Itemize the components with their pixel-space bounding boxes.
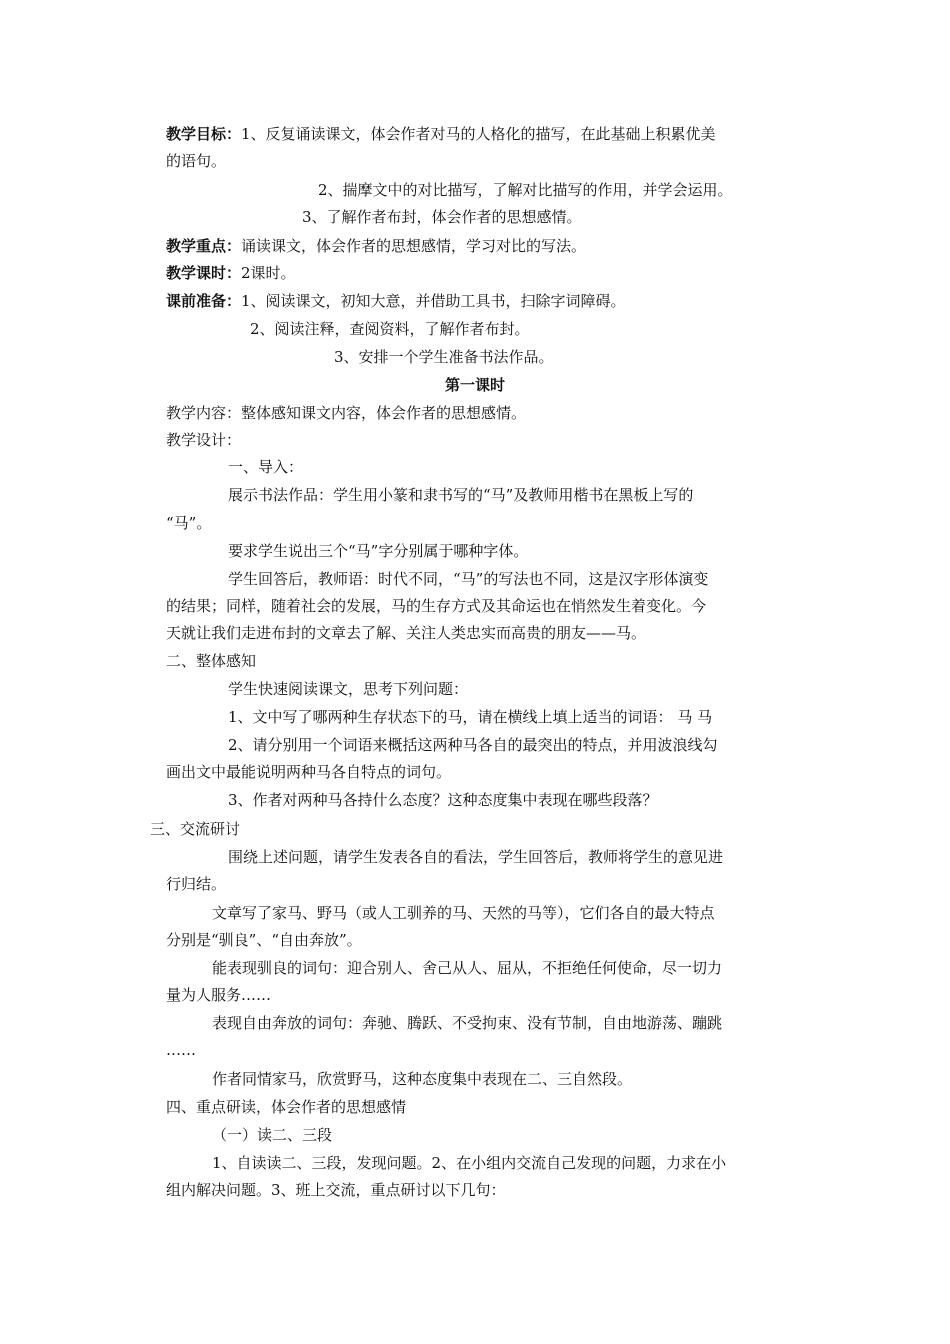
content-line: 教学内容：整体感知课文内容，体会作者的思想感情。 — [166, 404, 527, 422]
s2-paragraph-1: 学生快速阅读课文，思考下列问题： — [228, 680, 469, 698]
s1-paragraph-1a: 展示书法作品：学生用小篆和隶书写的“马”及教师用楷书在黑板上写的 — [228, 486, 694, 504]
hours-line — [166, 263, 296, 283]
s3-paragraph-1a: 围绕上述问题，请学生发表各自的看法，学生回答后，教师将学生的意见进 — [228, 848, 724, 866]
focus-line — [166, 236, 586, 256]
section-title: 第一课时 — [444, 376, 505, 394]
s3-paragraph-3a: 能表现驯良的词句：迎合别人、舍己从人、屈从，不拒绝任何使命，尽一切力 — [212, 959, 723, 977]
prep-item-2: 2、阅读注释，查阅资料，了解作者布封。 — [250, 320, 530, 338]
s3-paragraph-4a: 表现自由奔放的词句：奔驰、腾跃、不受拘束、没有节制，自由地游荡、蹦跳 — [212, 1014, 723, 1032]
s1-paragraph-3a: 学生回答后，教师语：时代不同，“马”的写法也不同，这是汉字形体演变 — [228, 570, 709, 588]
hours-text: 2课时。 — [241, 264, 296, 282]
objectives-item-3: 3、了解作者布封，体会作者的思想感情。 — [302, 208, 582, 226]
focus-text: 诵读课文，体会作者的思想感情，学习对比的写法。 — [241, 237, 587, 255]
s2-heading: 二、整体感知 — [166, 652, 257, 670]
s3-paragraph-3b: 量为人服务…… — [166, 986, 272, 1004]
s3-paragraph-4b: …… — [166, 1041, 196, 1059]
s1-paragraph-3c: 天就让我们走进布封的文章去了解、关注人类忠实而高贵的朋友——马。 — [166, 624, 647, 642]
s1-paragraph-3b: 的结果；同样，随着社会的发展，马的生存方式及其命运也在悄然发生着变化。今 — [166, 597, 707, 615]
s3-paragraph-1b: 行归结。 — [166, 875, 227, 893]
design-label: 教学设计： — [166, 431, 242, 449]
objectives-line-1 — [166, 124, 716, 144]
s2-question-3: 3、作者对两种马各持什么态度？这种态度集中表现在哪些段落？ — [228, 791, 658, 809]
s3-paragraph-2a: 文章写了家马、野马（或人工驯养的马、天然的马等），它们各自的最大特点 — [212, 904, 715, 922]
s3-heading: 三、交流研讨 — [150, 820, 241, 838]
s2-question-1: 1、文中写了哪两种生存状态下的马，请在横线上填上适当的词语： 马 马 — [228, 708, 713, 726]
s4-heading: 四、重点研读，体会作者的思想感情 — [166, 1098, 407, 1116]
s1-heading: 一、导入： — [228, 458, 304, 476]
s3-paragraph-2b: 分别是“驯良”、“自由奔放”。 — [166, 931, 362, 949]
s4-paragraph-1b: 组内解决问题。3、班上交流，重点研讨以下几句： — [166, 1181, 506, 1199]
s2-question-2a: 2、请分别用一个词语来概括这两种马各自的最突出的特点，并用波浪线勾 — [228, 736, 718, 754]
objectives-item-1-continued: 的语句。 — [166, 152, 227, 170]
s4-subheading: （一）读二、三段 — [212, 1126, 333, 1144]
s2-question-2b: 画出文中最能说明两种马各自特点的词句。 — [166, 763, 452, 781]
hours-label: 教学课时： — [166, 264, 242, 282]
prep-item-3: 3、安排一个学生准备书法作品。 — [334, 348, 554, 366]
focus-label: 教学重点： — [166, 237, 242, 255]
objectives-label: 教学目标： — [166, 125, 242, 143]
s1-paragraph-2: 要求学生说出三个“马”字分别属于哪种字体。 — [228, 542, 529, 560]
s1-paragraph-1b: “马”。 — [166, 514, 212, 532]
s4-paragraph-1a: 1、自读读二、三段，发现问题。2、在小组内交流自己发现的问题，力求在小 — [212, 1154, 727, 1172]
prep-line-1 — [166, 291, 626, 311]
objectives-item-1: 1、反复诵读课文，体会作者对马的人格化的描写，在此基础上积累优美 — [241, 125, 716, 143]
prep-item-1: 1、阅读课文，初知大意，并借助工具书，扫除字词障碍。 — [241, 292, 626, 310]
prep-label: 课前准备： — [166, 292, 242, 310]
objectives-item-2: 2、揣摩文中的对比描写，了解对比描写的作用，并学会运用。 — [318, 181, 733, 199]
s3-paragraph-5: 作者同情家马，欣赏野马，这种态度集中表现在二、三自然段。 — [212, 1070, 633, 1088]
